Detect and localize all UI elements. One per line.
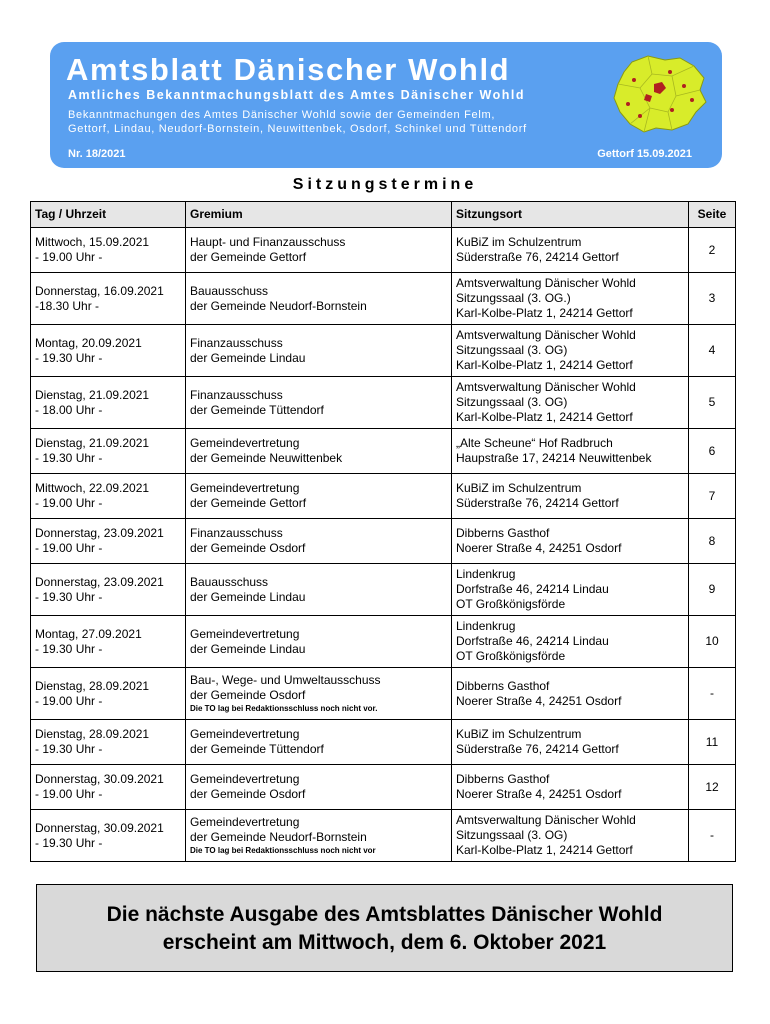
cell-line: Karl-Kolbe-Platz 1, 24214 Gettorf: [456, 843, 633, 857]
cell-location: [452, 564, 689, 616]
column-header-gremium: Gremium: [186, 202, 452, 228]
cell-page: 4: [689, 325, 736, 377]
cell-gremium: [186, 377, 452, 429]
next-issue-notice: [36, 884, 733, 972]
column-header-seite: Seite: [689, 202, 736, 228]
cell-day-time: [31, 765, 186, 810]
cell-day-time: [31, 429, 186, 474]
cell-gremium: [186, 228, 452, 273]
cell-line: Dienstag, 21.09.2021: [35, 436, 150, 450]
cell-line: Finanzausschuss: [190, 335, 283, 350]
table-row: [31, 616, 736, 668]
cell-line: der Gemeinde Osdorf: [190, 541, 306, 555]
cell-line: Finanzausschuss: [190, 526, 283, 540]
table-header-row: [31, 202, 736, 228]
cell-line: - 19.30 Uhr -: [35, 350, 103, 365]
cell-line: Dienstag, 28.09.2021: [35, 678, 150, 693]
cell-line: Süderstraße 76, 24214 Gettorf: [456, 250, 619, 264]
cell-line: - 19.30 Uhr -: [35, 589, 103, 604]
district-map-icon: [610, 54, 710, 134]
cell-line: Gemeindevertretung: [190, 436, 300, 450]
cell-line: - 19.30 Uhr -: [35, 641, 103, 656]
table-row: [31, 377, 736, 429]
cell-day-time: [31, 325, 186, 377]
agenda-note: Die TO lag bei Redaktionsschluss noch nicht vor: [190, 846, 376, 855]
cell-day-time: [31, 564, 186, 616]
cell-day-time: [31, 616, 186, 668]
cell-line: OT Großkönigsförde: [456, 649, 566, 663]
cell-location: [452, 325, 689, 377]
cell-line: Dibberns Gasthof: [456, 526, 550, 540]
cell-line: Gemeindevertretung: [190, 815, 300, 829]
schedule-table: [30, 201, 736, 862]
cell-page: 11: [689, 720, 736, 765]
cell-location: [452, 474, 689, 519]
agenda-note: Die TO lag bei Redaktionsschluss noch nicht vor.: [190, 704, 378, 713]
section-title: Sitzungstermine: [292, 176, 478, 193]
cell-line: der Gemeinde Lindau: [190, 350, 306, 365]
cell-line: - 19.00 Uhr -: [35, 541, 103, 555]
table-row: [31, 668, 736, 720]
cell-page: 12: [689, 765, 736, 810]
cell-line: KuBiZ im Schulzentrum: [456, 727, 582, 741]
table-row: [31, 228, 736, 273]
cell-line: OT Großkönigsförde: [456, 597, 566, 611]
cell-line: Donnerstag, 30.09.2021: [35, 772, 164, 786]
cell-day-time: [31, 377, 186, 429]
cell-line: - 19.30 Uhr -: [35, 835, 103, 850]
cell-line: der Gemeinde Gettorf: [190, 496, 307, 510]
cell-line: - 19.00 Uhr -: [35, 496, 103, 510]
cell-line: Sitzungssaal (3. OG): [456, 395, 568, 409]
cell-line: Amtsverwaltung Dänischer Wohld: [456, 380, 636, 394]
cell-line: - 19.00 Uhr -: [35, 787, 103, 801]
cell-location: [452, 429, 689, 474]
cell-line: Donnerstag, 23.09.2021: [35, 526, 164, 540]
table-row: [31, 474, 736, 519]
table-row: [31, 325, 736, 377]
cell-line: Montag, 27.09.2021: [35, 626, 142, 641]
cell-line: Dibberns Gasthof: [456, 772, 550, 786]
cell-location: [452, 377, 689, 429]
cell-location: [452, 273, 689, 325]
column-header-day: Tag / Uhrzeit: [31, 202, 186, 228]
cell-day-time: [31, 474, 186, 519]
table-row: [31, 519, 736, 564]
table-row: [31, 429, 736, 474]
table-row: [31, 765, 736, 810]
cell-line: - 18.00 Uhr -: [35, 402, 103, 417]
cell-day-time: [31, 273, 186, 325]
cell-line: der Gemeinde Tüttendorf: [190, 402, 324, 417]
cell-line: - 19.30 Uhr -: [35, 742, 103, 756]
table-row: [31, 564, 736, 616]
cell-line: der Gemeinde Gettorf: [190, 250, 307, 264]
cell-page: -: [689, 668, 736, 720]
cell-gremium: [186, 720, 452, 765]
cell-page: 3: [689, 273, 736, 325]
cell-line: der Gemeinde Tüttendorf: [190, 742, 324, 756]
cell-gremium: [186, 810, 452, 862]
cell-line: Dienstag, 21.09.2021: [35, 387, 150, 402]
cell-line: Lindenkrug: [456, 567, 516, 581]
cell-line: Noerer Straße 4, 24251 Osdorf: [456, 693, 622, 708]
cell-line: Karl-Kolbe-Platz 1, 24214 Gettorf: [456, 306, 633, 320]
cell-page: 9: [689, 564, 736, 616]
cell-line: Süderstraße 76, 24214 Gettorf: [456, 496, 619, 510]
cell-line: Haupstraße 17, 24214 Neuwittenbek: [456, 451, 652, 465]
cell-line: Sitzungssaal (3. OG): [456, 343, 568, 357]
cell-day-time: [31, 228, 186, 273]
cell-page: 10: [689, 616, 736, 668]
cell-location: [452, 228, 689, 273]
cell-location: [452, 616, 689, 668]
issue-date: Gettorf 15.09.2021: [597, 148, 692, 160]
page-subtitle: Amtliches Bekanntmachungsblatt des Amtes Dänischer Wohld: [68, 88, 525, 102]
cell-day-time: [31, 810, 186, 862]
cell-line: „Alte Scheune“ Hof Radbruch: [456, 436, 613, 450]
cell-line: Amtsverwaltung Dänischer Wohld: [456, 813, 636, 827]
cell-line: Mittwoch, 15.09.2021: [35, 235, 150, 249]
cell-line: der Gemeinde Neudorf-Bornstein: [190, 830, 367, 844]
cell-line: Amtsverwaltung Dänischer Wohld: [456, 276, 636, 290]
cell-line: - 19.00 Uhr -: [35, 693, 103, 708]
cell-line: der Gemeinde Lindau: [190, 641, 306, 656]
cell-gremium: [186, 429, 452, 474]
cell-line: Bauausschuss: [190, 574, 269, 589]
cell-gremium: [186, 765, 452, 810]
cell-line: KuBiZ im Schulzentrum: [456, 481, 582, 495]
cell-location: [452, 519, 689, 564]
cell-page: 5: [689, 377, 736, 429]
cell-line: der Gemeinde Lindau: [190, 589, 306, 604]
cell-line: Donnerstag, 30.09.2021: [35, 820, 164, 835]
cell-line: Donnerstag, 16.09.2021: [35, 283, 164, 298]
cell-gremium: [186, 325, 452, 377]
cell-line: der Gemeinde Osdorf: [190, 688, 306, 702]
issue-number: Nr. 18/2021: [68, 148, 126, 160]
cell-line: Haupt- und Finanzausschuss: [190, 235, 346, 249]
cell-line: Dorfstraße 46, 24214 Lindau: [456, 634, 609, 648]
cell-line: Dorfstraße 46, 24214 Lindau: [456, 582, 609, 596]
cell-page: 6: [689, 429, 736, 474]
cell-line: Gemeindevertretung: [190, 772, 300, 786]
cell-line: Sitzungssaal (3. OG): [456, 828, 568, 842]
cell-line: Amtsverwaltung Dänischer Wohld: [456, 328, 636, 342]
notice-line: erscheint am Mittwoch, dem 6. Oktober 2021: [162, 931, 607, 954]
cell-line: Bau-, Wege- und Umweltausschuss: [190, 673, 381, 687]
cell-line: der Gemeinde Osdorf: [190, 787, 306, 801]
cell-gremium: [186, 474, 452, 519]
cell-gremium: [186, 616, 452, 668]
cell-gremium: [186, 668, 452, 720]
cell-line: Karl-Kolbe-Platz 1, 24214 Gettorf: [456, 358, 633, 372]
cell-location: [452, 720, 689, 765]
cell-line: Dibberns Gasthof: [456, 678, 550, 693]
header-banner: [50, 42, 722, 168]
cell-line: Gemeindevertretung: [190, 626, 300, 641]
table-row: [31, 720, 736, 765]
cell-line: - 19.00 Uhr -: [35, 250, 103, 264]
notice-line: Die nächste Ausgabe des Amtsblattes Dänischer Wohld: [106, 903, 663, 926]
table-row: [31, 810, 736, 862]
cell-line: - 19.30 Uhr -: [35, 451, 103, 465]
cell-line: Noerer Straße 4, 24251 Osdorf: [456, 787, 622, 801]
cell-line: Süderstraße 76, 24214 Gettorf: [456, 742, 619, 756]
column-header-ort: Sitzungsort: [452, 202, 689, 228]
cell-location: [452, 810, 689, 862]
cell-line: Montag, 20.09.2021: [35, 335, 142, 350]
cell-line: Karl-Kolbe-Platz 1, 24214 Gettorf: [456, 410, 633, 424]
description-line: Gettorf, Lindau, Neudorf-Bornstein, Neuwittenbek, Osdorf, Schinkel und Tüttendorf: [68, 123, 527, 135]
cell-line: Bauausschuss: [190, 283, 269, 298]
cell-line: Lindenkrug: [456, 619, 516, 633]
description-line: Bekanntmachungen des Amtes Dänischer Wohld sowie der Gemeinden Felm,: [68, 109, 496, 121]
cell-day-time: [31, 720, 186, 765]
cell-line: Donnerstag, 23.09.2021: [35, 574, 164, 589]
header-description: [68, 108, 608, 136]
cell-line: -18.30 Uhr -: [35, 298, 100, 313]
cell-line: Mittwoch, 22.09.2021: [35, 481, 150, 495]
cell-line: Dienstag, 28.09.2021: [35, 727, 150, 741]
page-title: Amtsblatt Dänischer Wohld: [66, 52, 511, 87]
cell-day-time: [31, 668, 186, 720]
cell-line: Gemeindevertretung: [190, 727, 300, 741]
cell-page: 8: [689, 519, 736, 564]
cell-location: [452, 765, 689, 810]
cell-page: -: [689, 810, 736, 862]
cell-page: 7: [689, 474, 736, 519]
cell-gremium: [186, 564, 452, 616]
cell-page: 2: [689, 228, 736, 273]
cell-location: [452, 668, 689, 720]
cell-gremium: [186, 519, 452, 564]
table-row: [31, 273, 736, 325]
cell-line: der Gemeinde Neuwittenbek: [190, 451, 343, 465]
cell-line: Finanzausschuss: [190, 387, 283, 402]
cell-line: KuBiZ im Schulzentrum: [456, 235, 582, 249]
cell-line: Noerer Straße 4, 24251 Osdorf: [456, 541, 622, 555]
cell-day-time: [31, 519, 186, 564]
cell-gremium: [186, 273, 452, 325]
cell-line: der Gemeinde Neudorf-Bornstein: [190, 298, 367, 313]
cell-line: Gemeindevertretung: [190, 481, 300, 495]
cell-line: Sitzungssaal (3. OG.): [456, 291, 571, 305]
